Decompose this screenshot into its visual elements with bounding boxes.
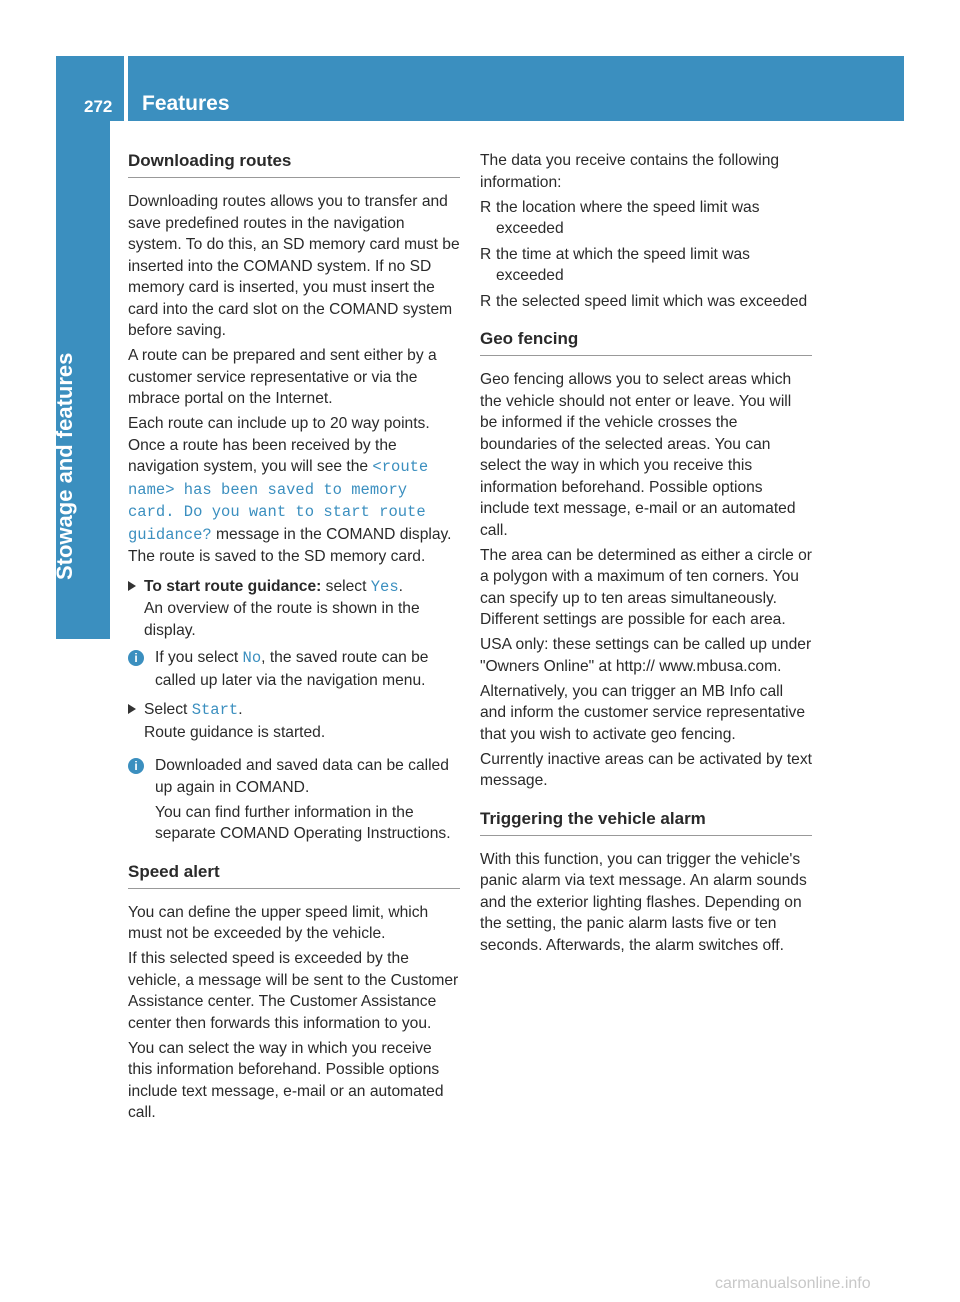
display-option: Yes: [370, 577, 399, 596]
heading-downloading-routes: Downloading routes: [128, 150, 460, 178]
paragraph: With this function, you can trigger the vehicle's panic alarm via text message. An alarm sounds and the exterior lighting flashes. Depending on the setting, the panic alarm lasts five or ten seconds. Afterwards, the alarm switches off.: [480, 850, 807, 954]
text: Select: [144, 701, 192, 718]
step-result: An overview of the route is shown in the display.: [144, 600, 420, 639]
display-option: Start: [191, 701, 239, 719]
display-option: No: [242, 649, 262, 667]
paragraph: A route can be prepared and sent either by a customer service representative or via the mbrace portal on the Internet.: [128, 347, 437, 407]
paragraph: Currently inactive areas can be activated by text message.: [480, 750, 812, 789]
paragraph: You can find further information in the separate COMAND Operating Instructions.: [155, 803, 451, 842]
info-note: [128, 755, 460, 845]
text: .: [398, 577, 403, 595]
info-icon: i: [128, 758, 144, 774]
list-item-text: the selected speed limit which was exceeded: [496, 292, 808, 310]
page-number: 272: [84, 97, 113, 116]
paragraph: You can define the upper speed limit, which must not be exceeded by the vehicle.: [128, 903, 429, 942]
bullet-marker: R: [480, 198, 492, 216]
paragraph: The data you receive contains the following information:: [480, 152, 780, 191]
arrow-icon: [128, 581, 136, 591]
list-item: [480, 197, 812, 240]
paragraph: Geo fencing allows you to select areas which the vehicle should not enter or leave. You will be informed if the vehicle crosses the boundaries of the selected areas. You can select the way in which you receive this information beforehand. Possible options include text message, e-mail or an automated call.: [480, 371, 796, 539]
paragraph: USA only: these settings can be called up under "Owners Online" at http:// www.mbusa.com.: [480, 636, 812, 675]
paragraph: If this selected speed is exceeded by the vehicle, a message will be sent to the Customer Assistance center. The Customer Assistance center then forwards this information to you.: [128, 950, 459, 1032]
list-item-text: the location where the speed limit was exceeded: [496, 198, 760, 237]
left-column: [128, 150, 460, 1127]
paragraph: Downloaded and saved data can be called up again in COMAND.: [155, 757, 449, 796]
chapter-title: Stowage and features: [52, 352, 77, 580]
chapter-tab: [52, 121, 110, 639]
list-item: [480, 244, 812, 287]
instruction-step: [128, 576, 460, 642]
info-note: [128, 647, 460, 691]
list-item: [480, 291, 812, 313]
arrow-icon: [128, 704, 136, 714]
header-divider: [124, 56, 128, 121]
display-message: <route name> has been saved to memory card. Do you want to start route guidance?: [128, 458, 429, 544]
heading-geo-fencing: Geo fencing: [480, 328, 812, 356]
paragraph: The area can be determined as either a circle or a polygon with a maximum of ten corners. You can specify up to ten areas simultaneously. Different settings are possible for each area.: [480, 546, 812, 628]
instruction-step: [128, 699, 460, 743]
bullet-marker: R: [480, 245, 492, 263]
paragraph: Alternatively, you can trigger an MB Info call and inform the customer service representative that you wish to activate geo fencing.: [480, 682, 806, 743]
text: If you select: [155, 649, 243, 666]
watermark: carmanualsonline.info: [715, 1275, 871, 1292]
list-item-text: the time at which the speed limit was exceeded: [496, 245, 750, 284]
text: Each route can include up to 20 way points. Once a route has been received by the navigation system, you will see the: [128, 415, 430, 475]
page-header: [56, 56, 904, 121]
heading-triggering-alarm: Triggering the vehicle alarm: [480, 808, 812, 836]
text: .: [238, 701, 243, 718]
paragraph: You can select the way in which you receive this information beforehand. Possible options include text message, e-mail or an automated call.: [128, 1039, 444, 1121]
info-icon: i: [128, 650, 144, 666]
step-label: To start route guidance:: [144, 577, 322, 595]
paragraph: Downloading routes allows you to transfer and save predefined routes in the navigation system. To do this, an SD memory card must be inserted into the COMAND system. If no SD memory card is inserted, you must insert the card into the card slot on the COMAND system before saving.: [128, 193, 460, 339]
section-title: Features: [142, 92, 230, 115]
right-column: [480, 150, 812, 960]
step-result: Route guidance is started.: [144, 723, 326, 741]
bullet-marker: R: [480, 292, 492, 310]
text: select: [321, 577, 371, 595]
text: , the saved route can be called up later via the navigation menu.: [155, 649, 429, 689]
paragraph: [128, 413, 460, 568]
text: message in the COMAND display. The route is saved to the SD memory card.: [128, 525, 452, 565]
heading-speed-alert: Speed alert: [128, 861, 460, 889]
